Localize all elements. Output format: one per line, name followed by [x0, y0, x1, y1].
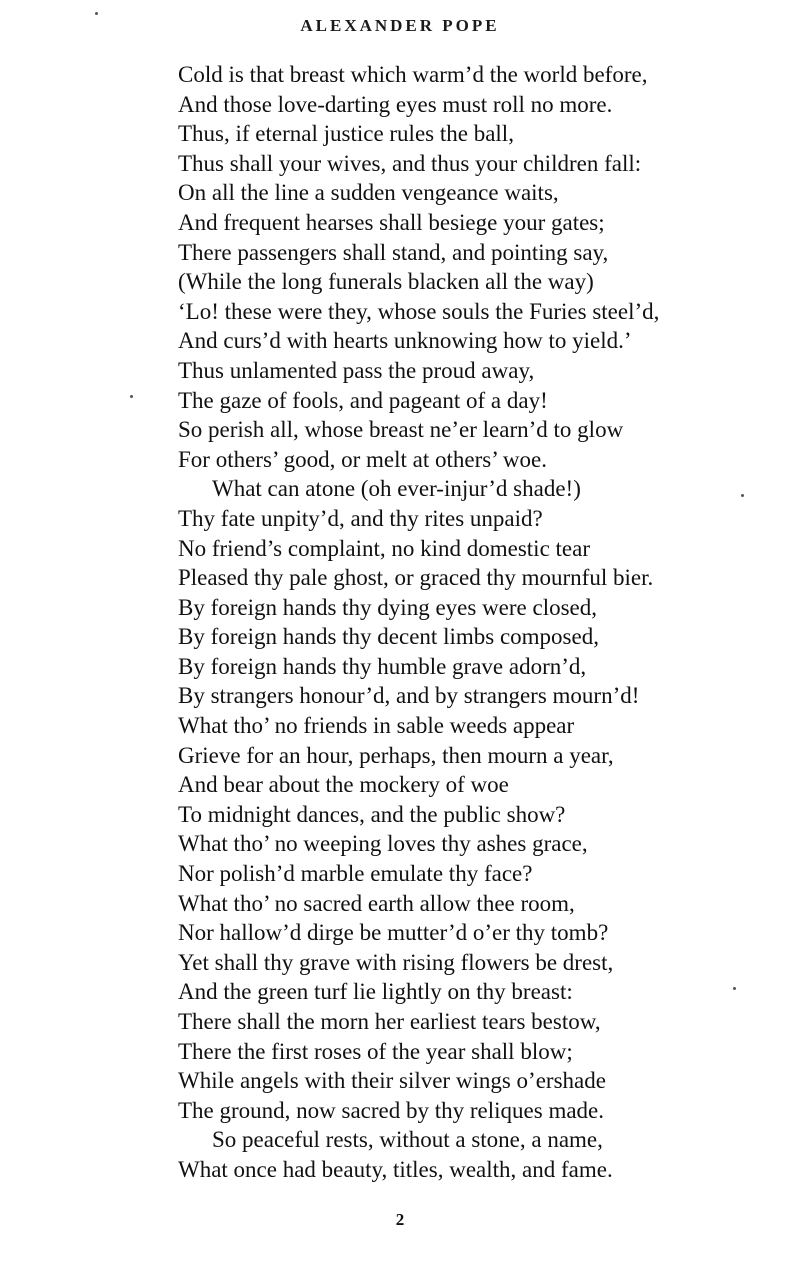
poem-line: What once had beauty, titles, wealth, and fame. — [178, 1156, 613, 1182]
poem-line: No friend’s complaint, no kind domestic tear — [178, 535, 590, 561]
poem-line: The gaze of fools, and pageant of a day! — [178, 387, 548, 413]
poem-line: Cold is that breast which warm’d the world before, — [178, 62, 648, 87]
poem-line: Thus, if eternal justice rules the ball, — [178, 121, 514, 147]
poem-line: And curs’d with hearts unknowing how to yield.’ — [178, 328, 632, 354]
poem-line: There shall the morn her earliest tears bestow, — [178, 1009, 601, 1034]
poem-line: And those love-darting eyes must roll no more. — [178, 91, 613, 117]
page-number: 2 — [395, 1210, 405, 1229]
poem-line: So peaceful rests, without a stone, a name, — [212, 1127, 603, 1153]
poem-line: By foreign hands thy humble grave adorn’d, — [178, 653, 587, 679]
scan-speck — [733, 987, 736, 990]
poem-line: Nor hallow’d dirge be mutter’d o’er thy tomb? — [178, 920, 609, 946]
scan-speck — [130, 395, 133, 398]
poem-line: By strangers honour’d, and by strangers mourn’d! — [178, 683, 640, 709]
poem-line: Thy fate unpity’d, and thy rites unpaid? — [178, 505, 543, 531]
running-head: ALEXANDER POPE — [300, 16, 500, 35]
poem-line: And bear about the mockery of woe — [178, 772, 509, 798]
poem-line: What tho’ no friends in sable weeds appear — [178, 713, 575, 739]
poem-line: Thus shall your wives, and thus your children fall: — [178, 150, 642, 176]
poem-line: What tho’ no sacred earth allow thee room, — [178, 890, 575, 916]
poem-line: For others’ good, or melt at others’ woe. — [178, 446, 547, 472]
poem-line: On all the line a sudden vengeance waits, — [178, 180, 559, 206]
poem-line: What tho’ no weeping loves thy ashes grace, — [178, 831, 588, 857]
poem-body — [178, 60, 778, 1185]
poem-line: ‘Lo! these were they, whose souls the Furies steel’d, — [178, 298, 660, 324]
poem-line: There passengers shall stand, and pointing say, — [178, 239, 609, 265]
poem-line: Nor polish’d marble emulate thy face? — [178, 861, 533, 887]
poem-line: By foreign hands thy dying eyes were closed, — [178, 594, 598, 620]
poem-line: By foreign hands thy decent limbs composed, — [178, 624, 599, 650]
poem-line: To midnight dances, and the public show? — [178, 801, 566, 827]
poem-line: Thus unlamented pass the proud away, — [178, 357, 535, 383]
poem-line: Pleased thy pale ghost, or graced thy mournful bier. — [178, 565, 654, 591]
scan-speck — [95, 12, 98, 15]
poem-line: While angels with their silver wings o’ershade — [178, 1068, 606, 1094]
scan-speck — [741, 494, 744, 497]
poem-line: There the first roses of the year shall blow; — [178, 1038, 573, 1064]
poem-line: (While the long funerals blacken all the way) — [178, 269, 594, 295]
poem-line: So perish all, whose breast ne’er learn’d to glow — [178, 417, 624, 443]
poem-line: The ground, now sacred by thy reliques made. — [178, 1097, 605, 1123]
poem-line: And the green turf lie lightly on thy breast: — [178, 979, 573, 1005]
poem-line: And frequent hearses shall besiege your gates; — [178, 209, 605, 235]
poem-line: Yet shall thy grave with rising flowers be drest, — [178, 949, 614, 975]
poem-line: What can atone (oh ever-injur’d shade!) — [212, 476, 581, 502]
poem-line: Grieve for an hour, perhaps, then mourn a year, — [178, 742, 614, 768]
